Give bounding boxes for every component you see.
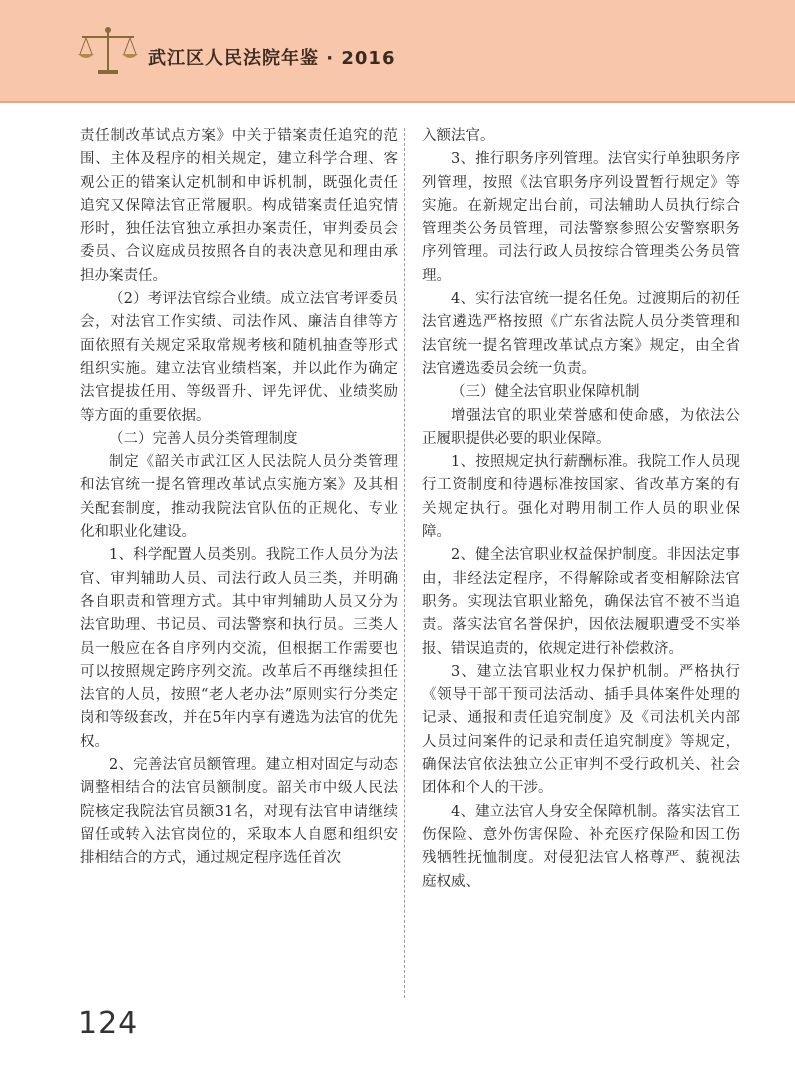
paragraph: （2）考评法官综合业绩。成立法官考评委员会，对法官工作实绩、司法作风、廉洁自律等方面依照有关规定采取常规考核和随机抽查等形式组织实施。建立法官业绩档案，并以此作为确定法官提拔任用、等级晋升、评先评优、业绩奖励等方面的重要依据。 (80, 291, 398, 424)
right-column (422, 125, 740, 894)
yearbook-title: 武江区人民法院年鉴 · 2016 (148, 48, 396, 69)
paragraph: 入额法官。 (422, 128, 495, 144)
header-divider (0, 101, 795, 103)
paragraph: 增强法官的职业荣誉感和使命感，为依法公正履职提供必要的职业保障。 (422, 407, 740, 447)
section-heading: （三）健全法官职业保障机制 (451, 384, 640, 401)
paragraph: 4、实行法官统一提名任免。过渡期后的初任法官遴选严格按照《广东省法院人员分类管理和法官统一提名管理改革试点方案》规定，由全省法官遴选委员会统一负责。 (422, 291, 740, 377)
paragraph: 2、健全法官职业权益保护制度。非因法定事由，非经法定程序，不得解除或者变相解除法官职务。实现法官职业豁免，确保法官不被不当追责。落实法官名誉保护，因依法履职遭受不实举报、错误追责的，依规定进行补偿救济。 (422, 547, 740, 657)
column-divider (404, 128, 405, 998)
paragraph: 1、科学配置人员类别。我院工作人员分为法官、审判辅助人员、司法行政人员三类，并明确各自职责和管理方式。其中审判辅助人员又分为法官助理、书记员、司法警察和执行员。三类人员一般应在各自序列内交流，但根据工作需要也可以按照规定跨序列交流。改革后不再继续担任法官的人员，按照“老人老办法”原则实行分类定岗和等级套改，并在5年内享有遴选为法官的优先权。 (80, 547, 398, 750)
paragraph: 3、推行职务序列管理。法官实行单独职务序列管理，按照《法官职务序列设置暂行规定》等实施。在新规定出台前，司法辅助人员执行综合管理类公务员管理，司法警察参照公安警察职务序列管理。司法行政人员按综合管理类公务员管理。 (422, 151, 740, 284)
paragraph: 责任制改革试点方案》中关于错案责任追究的范围、主体及程序的相关规定，建立科学合理、客观公正的错案认定机制和申诉机制，既强化责任追究又保障法官正常履职。构成错案责任追究情形时，独任法官独立承担办案责任，审判委员会委员、合议庭成员按照各自的表决意见和理由承担办案责任。 (80, 128, 398, 284)
paragraph: 4、建立法官人身安全保障机制。落实法官工伤保险、意外伤害保险、补充医疗保险和因工伤残牺牲抚恤制度。对侵犯法官人格尊严、藐视法庭权威、 (422, 803, 740, 890)
paragraph: 1、按照规定执行薪酬标准。我院工作人员现行工资制度和待遇标准按国家、省改革方案的有关规定执行。强化对聘用制工作人员的职业保障。 (422, 454, 740, 541)
left-column (80, 125, 398, 871)
scales-of-justice-icon (76, 26, 140, 78)
page-number: 124 (78, 1006, 139, 1041)
paragraph: 2、完善法官员额管理。建立相对固定与动态调整相结合的法官员额制度。韶关市中级人民法院核定我院法官员额31名，对现有法官申请继续留任或转入法官岗位的，采取本人自愿和组织安排相结合的方式，通过规定程序选任首次 (80, 757, 398, 867)
paragraph: 3、建立法官职业权力保护机制。严格执行《领导干部干预司法活动、插手具体案件处理的记录、通报和责任追究制度》及《司法机关内部人员过问案件的记录和责任追究制度》等规定，确保法官依法独立公正审判不受行政机关、社会团体和个人的干涉。 (422, 663, 740, 797)
section-heading: （二）完善人员分类管理制度 (109, 430, 298, 447)
paragraph: 制定《韶关市武江区人民法院人员分类管理和法官统一提名管理改革试点实施方案》及其相关配套制度，推动我院法官队伍的正规化、专业化和职业化建设。 (80, 454, 398, 541)
page-header (0, 0, 795, 103)
